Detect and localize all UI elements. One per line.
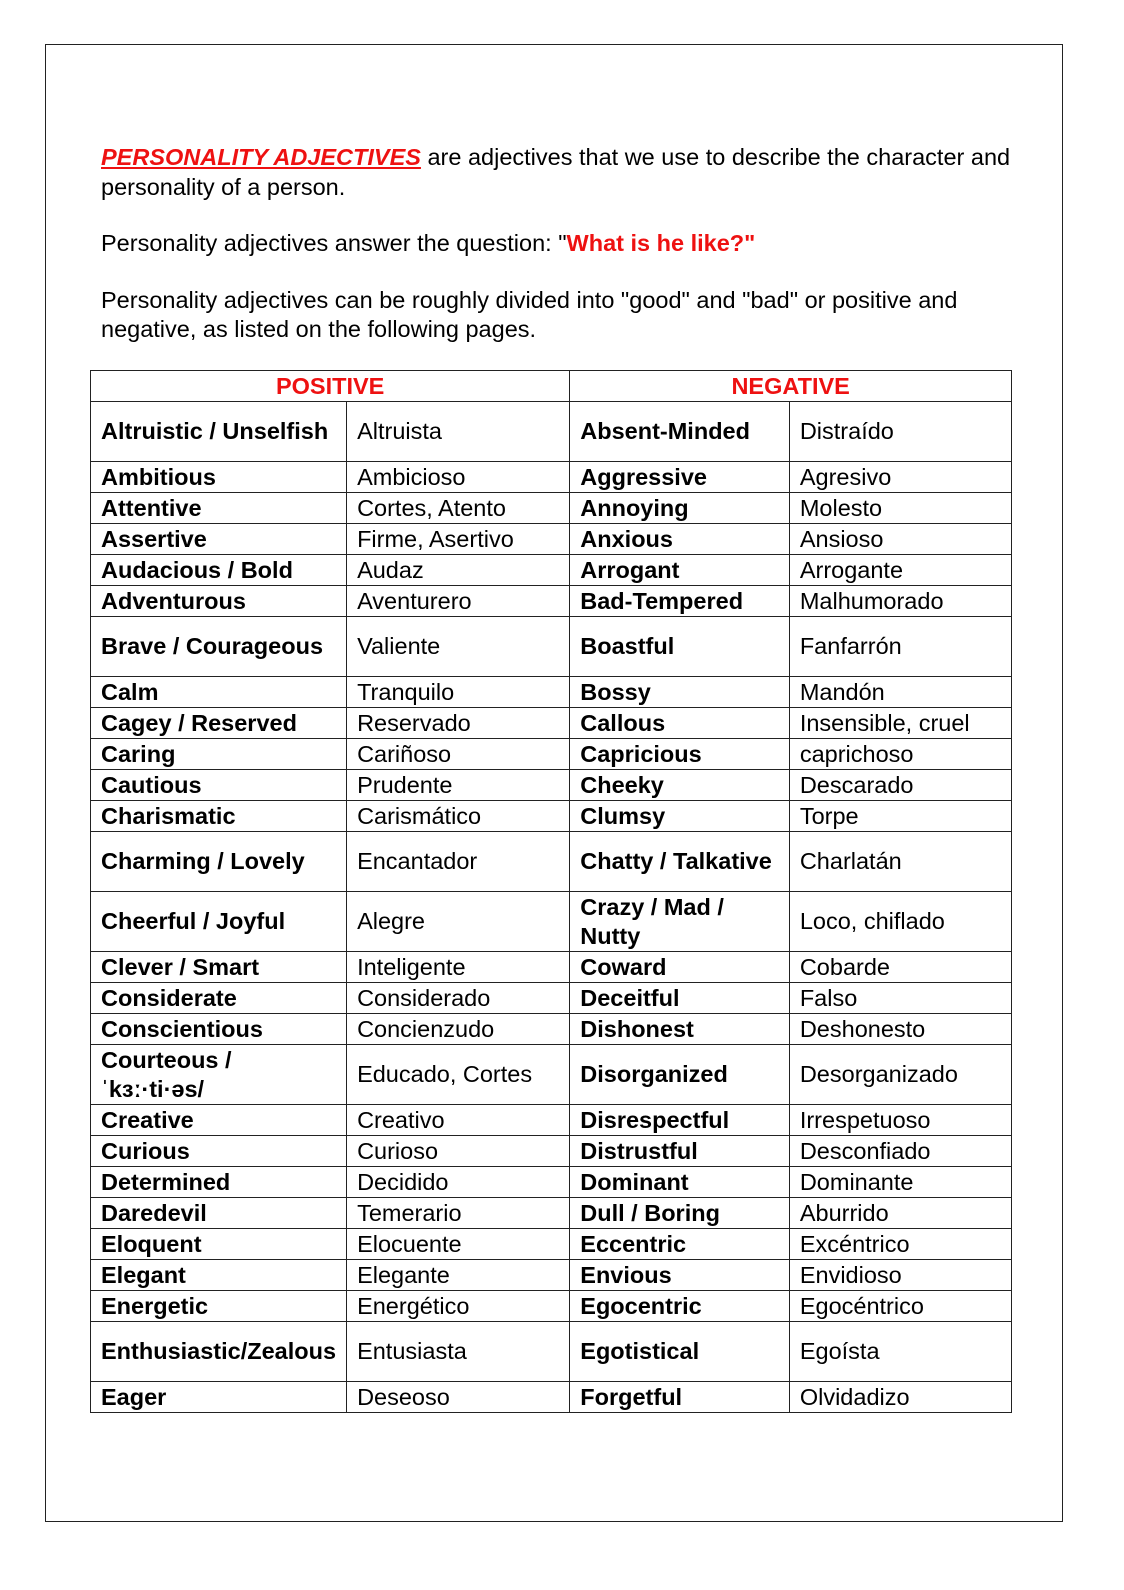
negative-translation: Falso [789, 983, 1011, 1014]
negative-translation: Descarado [789, 770, 1011, 801]
table-row [91, 1382, 1012, 1413]
table-row [91, 524, 1012, 555]
positive-adjective: Altruistic / Unselfish [91, 402, 347, 462]
positive-adjective: Caring [91, 739, 347, 770]
table-row [91, 1291, 1012, 1322]
negative-adjective: Chatty / Talkative [570, 832, 790, 892]
negative-adjective: Cheeky [570, 770, 790, 801]
positive-translation: Valiente [347, 617, 570, 677]
positive-adjective: Attentive [91, 493, 347, 524]
negative-adjective: Absent-Minded [570, 402, 790, 462]
positive-adjective: Assertive [91, 524, 347, 555]
negative-adjective: Anxious [570, 524, 790, 555]
negative-translation: Desconfiado [789, 1136, 1011, 1167]
negative-adjective: Coward [570, 952, 790, 983]
negative-adjective: Boastful [570, 617, 790, 677]
negative-adjective: Eccentric [570, 1229, 790, 1260]
negative-translation: Egocéntrico [789, 1291, 1011, 1322]
negative-adjective: Aggressive [570, 462, 790, 493]
negative-translation: Dominante [789, 1167, 1011, 1198]
positive-adjective: Adventurous [91, 586, 347, 617]
table-row [91, 1014, 1012, 1045]
positive-adjective: Cautious [91, 770, 347, 801]
table-row [91, 677, 1012, 708]
positive-adjective: Elegant [91, 1260, 347, 1291]
negative-adjective: Egotistical [570, 1322, 790, 1382]
positive-translation: Encantador [347, 832, 570, 892]
table-row [91, 739, 1012, 770]
negative-adjective: Envious [570, 1260, 790, 1291]
negative-translation: caprichoso [789, 739, 1011, 770]
negative-translation: Egoísta [789, 1322, 1011, 1382]
table-row [91, 1322, 1012, 1382]
negative-adjective: Dominant [570, 1167, 790, 1198]
table-row [91, 1136, 1012, 1167]
negative-translation: Arrogante [789, 555, 1011, 586]
table-body [91, 402, 1012, 1413]
adjectives-table [90, 370, 1012, 1413]
table-row [91, 801, 1012, 832]
positive-adjective: Charming / Lovely [91, 832, 347, 892]
positive-adjective: Energetic [91, 1291, 347, 1322]
negative-translation: Torpe [789, 801, 1011, 832]
definition-paragraph [101, 143, 1021, 202]
positive-translation: Cortes, Atento [347, 493, 570, 524]
negative-translation: Malhumorado [789, 586, 1011, 617]
negative-adjective: Bossy [570, 677, 790, 708]
negative-adjective: Distrustful [570, 1136, 790, 1167]
positive-translation: Altruista [347, 402, 570, 462]
negative-translation: Insensible, cruel [789, 708, 1011, 739]
positive-adjective: Audacious / Bold [91, 555, 347, 586]
negative-adjective: Dishonest [570, 1014, 790, 1045]
table-row [91, 1198, 1012, 1229]
negative-translation: Irrespetuoso [789, 1105, 1011, 1136]
negative-translation: Deshonesto [789, 1014, 1011, 1045]
table-row [91, 402, 1012, 462]
negative-translation: Excéntrico [789, 1229, 1011, 1260]
table-row [91, 983, 1012, 1014]
negative-adjective: Deceitful [570, 983, 790, 1014]
positive-translation: Creativo [347, 1105, 570, 1136]
positive-translation: Temerario [347, 1198, 570, 1229]
table-row [91, 462, 1012, 493]
table-row [91, 952, 1012, 983]
positive-translation: Alegre [347, 892, 570, 952]
positive-header: POSITIVE [91, 371, 570, 402]
positive-translation: Tranquilo [347, 677, 570, 708]
positive-translation: Entusiasta [347, 1322, 570, 1382]
negative-adjective: Bad-Tempered [570, 586, 790, 617]
positive-adjective: Eager [91, 1382, 347, 1413]
positive-adjective: Daredevil [91, 1198, 347, 1229]
positive-translation: Elegante [347, 1260, 570, 1291]
positive-translation: Considerado [347, 983, 570, 1014]
division-paragraph: Personality adjectives can be roughly divided into "good" and "bad" or positive and negative, as listed on the following pages. [101, 286, 958, 342]
negative-translation: Olvidadizo [789, 1382, 1011, 1413]
negative-adjective: Capricious [570, 739, 790, 770]
intro-text [101, 143, 1021, 372]
table-row [91, 1045, 1012, 1105]
positive-adjective: Ambitious [91, 462, 347, 493]
positive-adjective: Brave / Courageous [91, 617, 347, 677]
positive-translation: Carismático [347, 801, 570, 832]
positive-adjective: Calm [91, 677, 347, 708]
negative-adjective: Clumsy [570, 801, 790, 832]
question-highlight: What is he like?" [566, 230, 756, 256]
definition-text: are adjectives that we use to describe the character and personality of a person. [101, 144, 1011, 200]
table-row [91, 586, 1012, 617]
positive-translation: Inteligente [347, 952, 570, 983]
negative-adjective: Egocentric [570, 1291, 790, 1322]
table-row [91, 832, 1012, 892]
negative-adjective: Callous [570, 708, 790, 739]
table-row [91, 1105, 1012, 1136]
positive-translation: Educado, Cortes [347, 1045, 570, 1105]
negative-adjective: Crazy / Mad / Nutty [570, 892, 790, 952]
negative-translation: Envidioso [789, 1260, 1011, 1291]
negative-adjective: Arrogant [570, 555, 790, 586]
negative-translation: Desorganizado [789, 1045, 1011, 1105]
question-paragraph [101, 229, 1021, 259]
positive-adjective: Eloquent [91, 1229, 347, 1260]
positive-adjective: Clever / Smart [91, 952, 347, 983]
positive-adjective: Enthusiastic/Zealous [91, 1322, 347, 1382]
positive-translation: Decidido [347, 1167, 570, 1198]
table-row [91, 1167, 1012, 1198]
negative-translation: Aburrido [789, 1198, 1011, 1229]
positive-translation: Curioso [347, 1136, 570, 1167]
table-row [91, 708, 1012, 739]
negative-translation: Cobarde [789, 952, 1011, 983]
negative-translation: Agresivo [789, 462, 1011, 493]
table-header-row [91, 371, 1012, 402]
negative-translation: Molesto [789, 493, 1011, 524]
term-heading: PERSONALITY ADJECTIVES [101, 144, 421, 170]
positive-adjective: Considerate [91, 983, 347, 1014]
positive-translation: Firme, Asertivo [347, 524, 570, 555]
table-row [91, 1260, 1012, 1291]
positive-adjective: Cheerful / Joyful [91, 892, 347, 952]
positive-translation: Concienzudo [347, 1014, 570, 1045]
table-row [91, 892, 1012, 952]
table-row [91, 493, 1012, 524]
negative-translation: Charlatán [789, 832, 1011, 892]
negative-translation: Loco, chiflado [789, 892, 1011, 952]
positive-adjective: Creative [91, 1105, 347, 1136]
positive-translation: Elocuente [347, 1229, 570, 1260]
table-row [91, 555, 1012, 586]
positive-translation: Reservado [347, 708, 570, 739]
table-row [91, 617, 1012, 677]
positive-adjective: Cagey / Reserved [91, 708, 347, 739]
positive-adjective: Determined [91, 1167, 347, 1198]
positive-translation: Ambicioso [347, 462, 570, 493]
negative-adjective: Dull / Boring [570, 1198, 790, 1229]
positive-translation: Prudente [347, 770, 570, 801]
positive-adjective: Conscientious [91, 1014, 347, 1045]
negative-translation: Ansioso [789, 524, 1011, 555]
negative-adjective: Forgetful [570, 1382, 790, 1413]
negative-translation: Mandón [789, 677, 1011, 708]
positive-translation: Cariñoso [347, 739, 570, 770]
negative-header: NEGATIVE [570, 371, 1012, 402]
negative-adjective: Disrespectful [570, 1105, 790, 1136]
negative-adjective: Disorganized [570, 1045, 790, 1105]
positive-translation: Energético [347, 1291, 570, 1322]
table-row [91, 1229, 1012, 1260]
positive-translation: Audaz [347, 555, 570, 586]
positive-adjective: Curious [91, 1136, 347, 1167]
negative-translation: Fanfarrón [789, 617, 1011, 677]
positive-adjective: Courteous / ˈkɜː·ti·əs/ [91, 1045, 347, 1105]
positive-translation: Deseoso [347, 1382, 570, 1413]
positive-adjective: Charismatic [91, 801, 347, 832]
table-row [91, 770, 1012, 801]
negative-translation: Distraído [789, 402, 1011, 462]
positive-translation: Aventurero [347, 586, 570, 617]
negative-adjective: Annoying [570, 493, 790, 524]
question-prefix: Personality adjectives answer the question: " [101, 230, 567, 256]
